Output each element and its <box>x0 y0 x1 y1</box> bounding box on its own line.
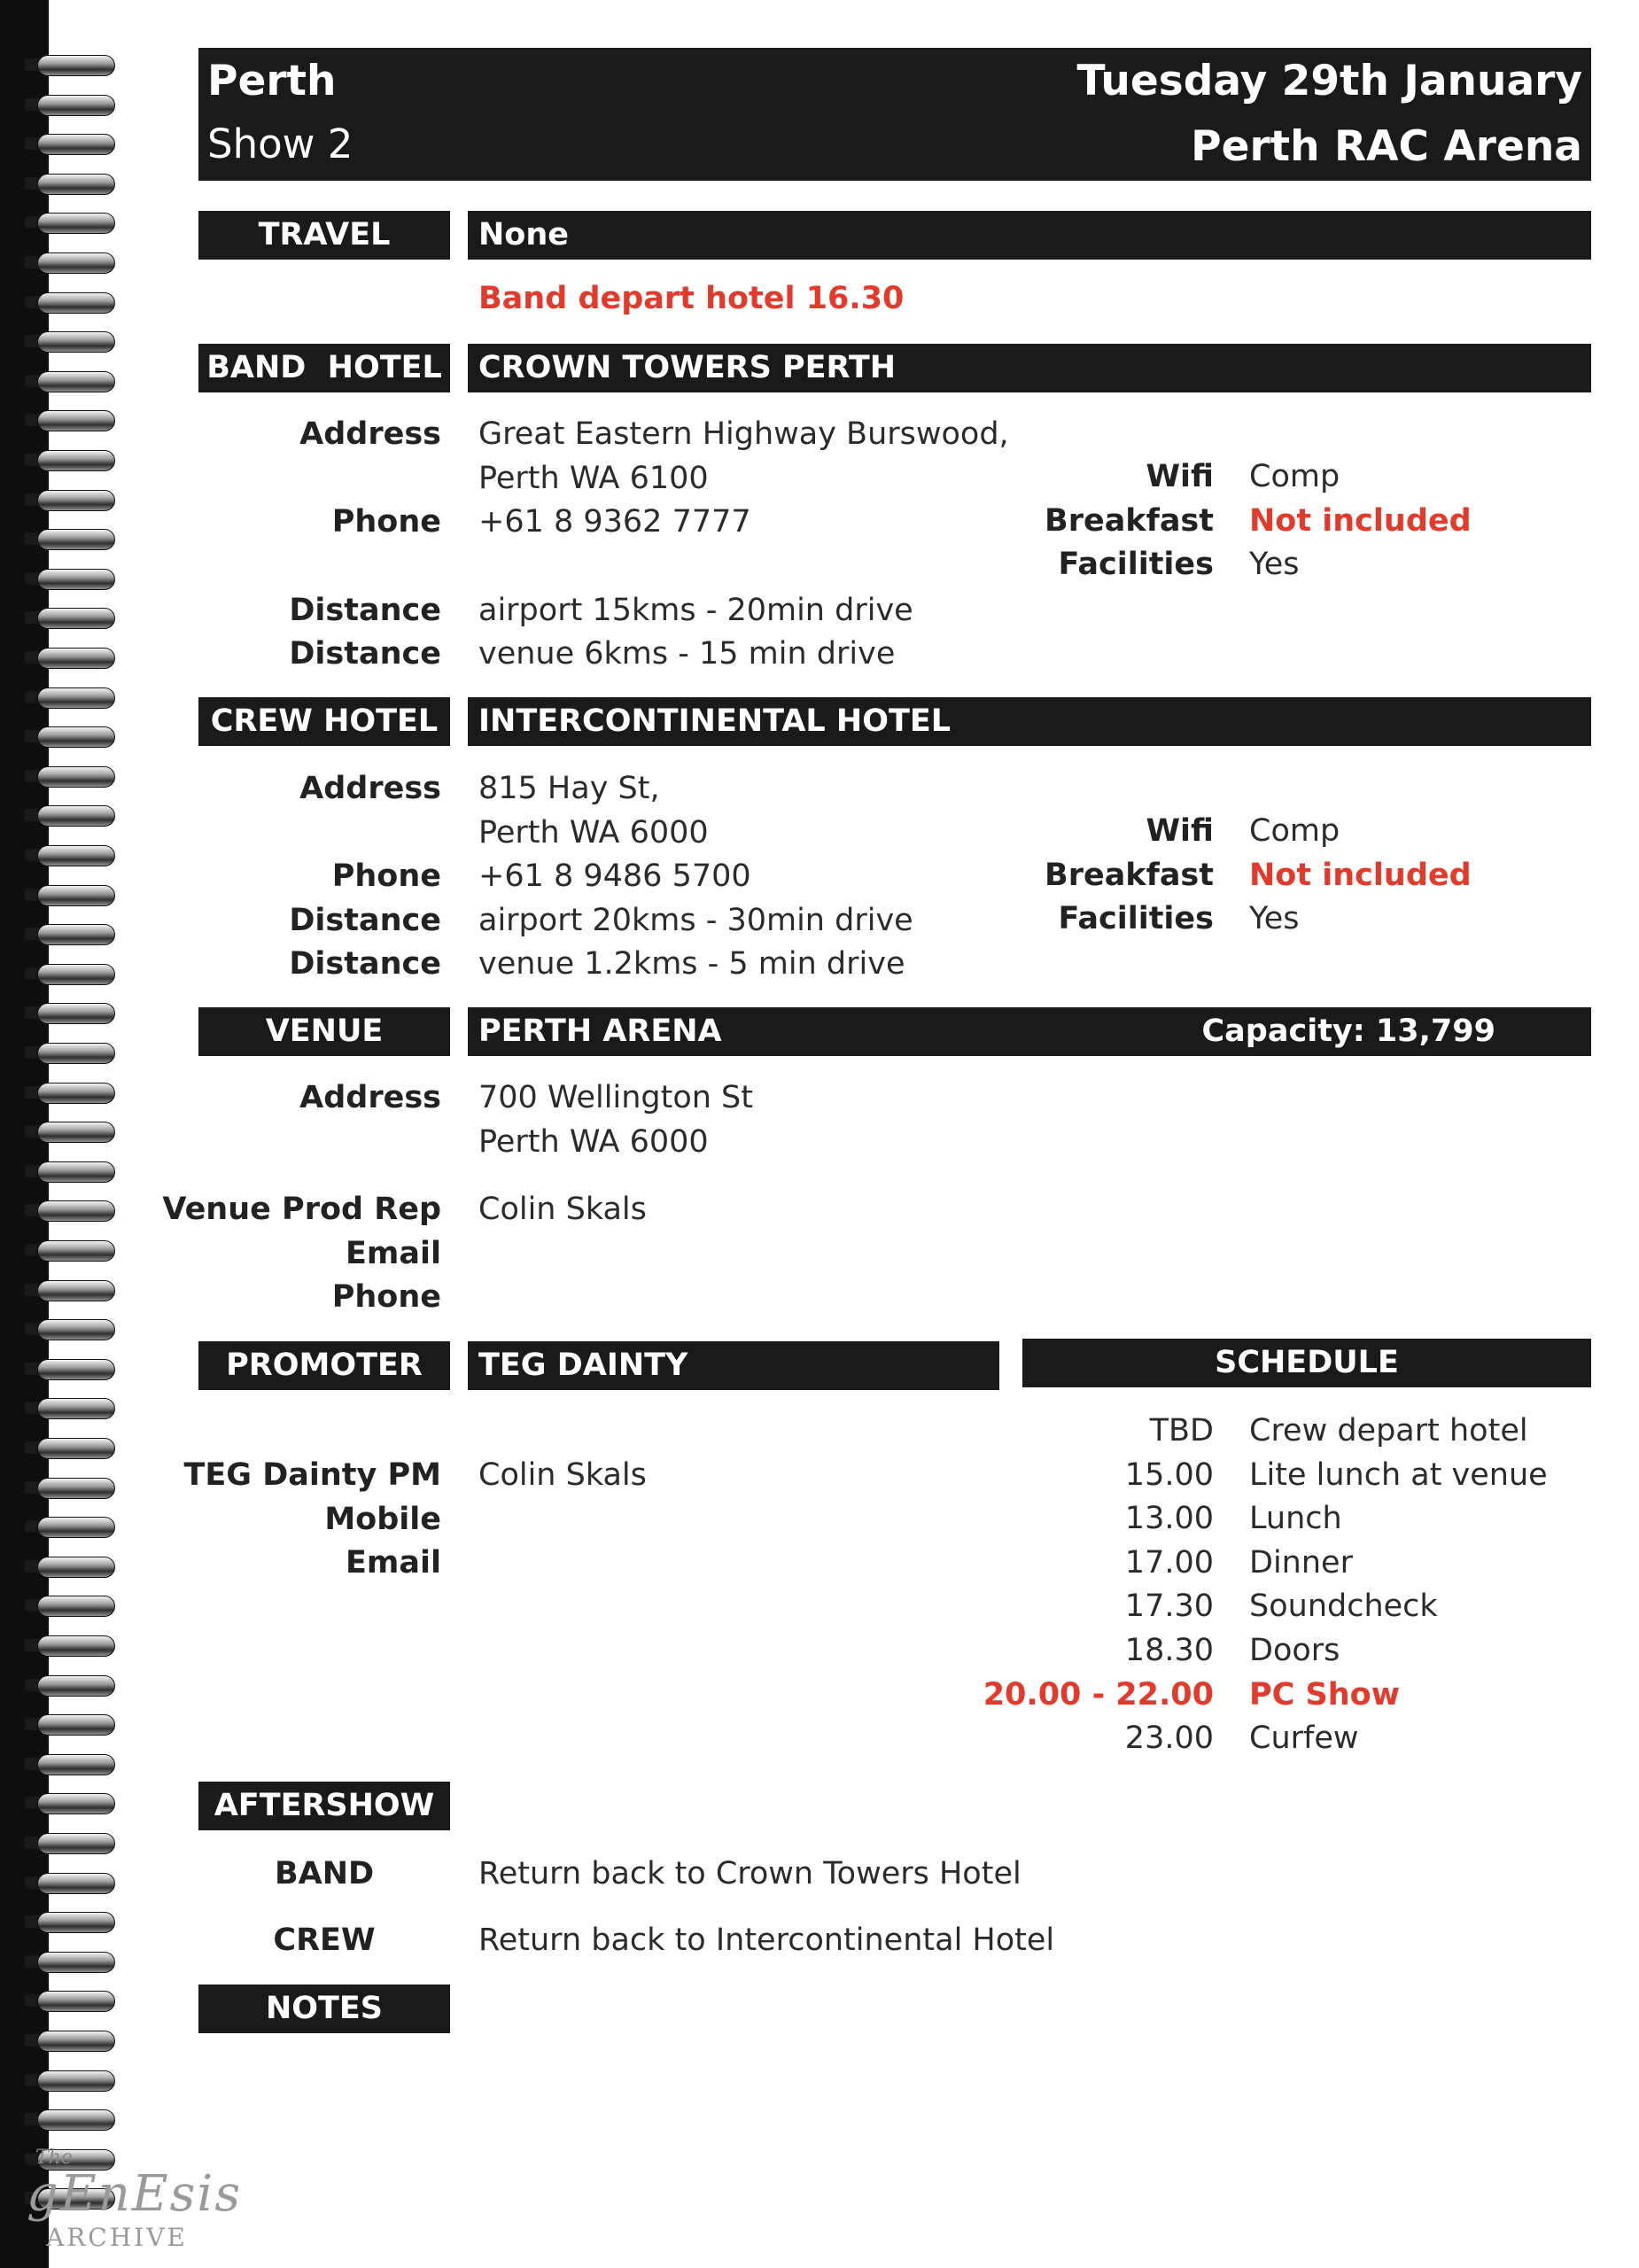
band-hotel-distance-label-2: Distance <box>289 636 441 672</box>
svg-text:gEnEsis: gEnEsis <box>27 2165 239 2223</box>
crew-hotel-facilities: Yes <box>1249 901 1300 936</box>
band-hotel-address-line1: Great Eastern Highway Burswood, <box>478 416 1009 452</box>
aftershow-band: Return back to Crown Towers Hotel <box>478 1856 1021 1891</box>
band-hotel-phone-label: Phone <box>331 504 441 540</box>
venue-address-line1: 700 Wellington St <box>478 1080 753 1115</box>
aftershow-crew-label: CREW <box>273 1922 376 1958</box>
schedule-time: 15.00 <box>1124 1457 1214 1493</box>
band-hotel-breakfast: Not included <box>1249 503 1472 539</box>
band-hotel-phone: +61 8 9362 7777 <box>478 504 751 540</box>
travel-value: None <box>468 211 1591 260</box>
schedule-time: 17.30 <box>1124 1588 1214 1624</box>
svg-text:ARCHIVE: ARCHIVE <box>46 2223 188 2252</box>
promoter-label: PROMOTER <box>198 1341 450 1390</box>
schedule-event: PC Show <box>1249 1677 1401 1713</box>
crew-hotel-breakfast: Not included <box>1249 858 1472 893</box>
band-hotel-distance-venue: venue 6kms - 15 min drive <box>478 636 896 672</box>
header-venue: Perth RAC Arena <box>1191 122 1582 171</box>
aftershow-crew: Return back to Intercontinental Hotel <box>478 1922 1055 1958</box>
crew-hotel-name: INTERCONTINENTAL HOTEL <box>468 697 1591 746</box>
schedule-event: Lunch <box>1249 1501 1342 1536</box>
crew-hotel-distance-airport: airport 20kms - 30min drive <box>478 903 913 938</box>
crew-hotel-facilities-label: Facilities <box>1058 901 1214 936</box>
svg-text:The: The <box>35 2147 73 2169</box>
band-hotel-address-line2: Perth WA 6100 <box>478 461 709 496</box>
travel-note: Band depart hotel 16.30 <box>478 281 905 316</box>
promoter-pm-label: TEG Dainty PM <box>183 1457 441 1493</box>
page-header <box>198 48 1591 181</box>
band-hotel-facilities-label: Facilities <box>1058 547 1214 582</box>
header-date: Tuesday 29th January <box>1076 57 1582 105</box>
band-hotel-wifi-label: Wifi <box>1146 459 1214 494</box>
band-hotel-breakfast-label: Breakfast <box>1045 503 1214 539</box>
schedule-time: 17.00 <box>1124 1545 1214 1581</box>
travel-label: TRAVEL <box>198 211 450 260</box>
crew-hotel-address-label: Address <box>299 771 441 806</box>
crew-hotel-wifi: Comp <box>1249 813 1340 849</box>
schedule-time: 23.00 <box>1124 1720 1214 1756</box>
schedule-time: 18.30 <box>1124 1633 1214 1668</box>
crew-hotel-breakfast-label: Breakfast <box>1045 858 1214 893</box>
schedule-time: 13.00 <box>1124 1501 1214 1536</box>
band-hotel-distance-label: Distance <box>289 593 441 628</box>
crew-hotel-wifi-label: Wifi <box>1146 813 1214 849</box>
genesis-archive-logo <box>27 2135 239 2255</box>
venue-name: PERTH ARENA <box>478 1014 722 1049</box>
header-city: Perth <box>207 57 337 105</box>
venue-label: VENUE <box>198 1007 450 1056</box>
band-hotel-facilities: Yes <box>1249 547 1300 582</box>
venue-phone-label: Phone <box>331 1279 441 1315</box>
promoter-email-label: Email <box>346 1545 441 1581</box>
aftershow-band-label: BAND <box>274 1856 375 1891</box>
crew-hotel-address-line2: Perth WA 6000 <box>478 815 709 850</box>
schedule-event: Doors <box>1249 1633 1340 1668</box>
band-hotel-address-label: Address <box>299 416 441 452</box>
notes-label: NOTES <box>198 1984 450 2033</box>
promoter-mobile-label: Mobile <box>324 1502 441 1537</box>
crew-hotel-label: CREW HOTEL <box>198 697 450 746</box>
crew-hotel-phone: +61 8 9486 5700 <box>478 858 751 894</box>
venue-address-line2: Perth WA 6000 <box>478 1124 709 1160</box>
promoter-name: TEG DAINTY <box>468 1341 999 1390</box>
crew-hotel-address-line1: 815 Hay St, <box>478 771 660 806</box>
venue-prod-rep: Colin Skals <box>478 1192 647 1227</box>
promoter-pm: Colin Skals <box>478 1457 647 1493</box>
aftershow-label: AFTERSHOW <box>198 1782 450 1830</box>
schedule-time: TBD <box>1149 1413 1214 1449</box>
schedule-event: Dinner <box>1249 1545 1353 1581</box>
band-hotel-name: CROWN TOWERS PERTH <box>468 344 1591 392</box>
venue-bar <box>468 1007 1591 1056</box>
band-hotel-label: BAND HOTEL <box>198 344 450 392</box>
schedule-label: SCHEDULE <box>1022 1339 1591 1387</box>
venue-address-label: Address <box>299 1080 441 1115</box>
crew-hotel-distance-label: Distance <box>289 903 441 938</box>
crew-hotel-phone-label: Phone <box>331 858 441 894</box>
schedule-event: Crew depart hotel <box>1249 1413 1528 1449</box>
band-hotel-distance-airport: airport 15kms - 20min drive <box>478 593 913 628</box>
venue-email-label: Email <box>346 1236 441 1271</box>
schedule-event: Curfew <box>1249 1720 1359 1756</box>
schedule-event: Lite lunch at venue <box>1249 1457 1548 1493</box>
header-show: Show 2 <box>207 120 353 167</box>
crew-hotel-distance-label-2: Distance <box>289 946 441 982</box>
schedule-time: 20.00 - 22.00 <box>983 1677 1214 1713</box>
band-hotel-wifi: Comp <box>1249 459 1340 494</box>
schedule-event: Soundcheck <box>1249 1588 1438 1624</box>
venue-capacity: Capacity: 13,799 <box>1201 1014 1495 1049</box>
crew-hotel-distance-venue: venue 1.2kms - 5 min drive <box>478 946 905 982</box>
venue-prod-rep-label: Venue Prod Rep <box>162 1192 441 1227</box>
